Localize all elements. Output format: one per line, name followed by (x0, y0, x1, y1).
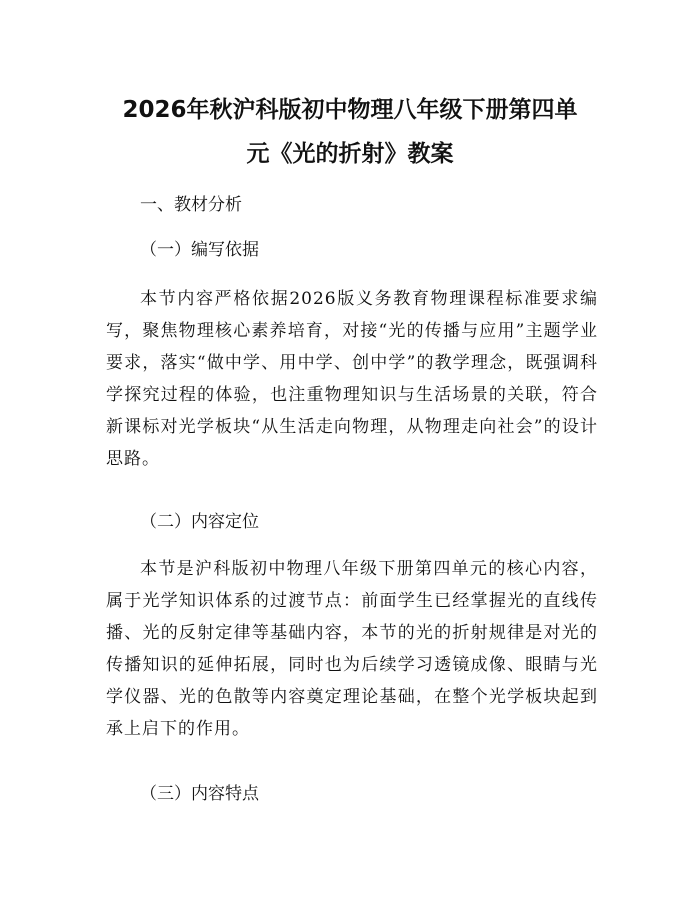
paragraph-basis: 本节内容严格依据2026版义务教育物理课程标准要求编写，聚焦物理核心素养培育，对接“光的传播与应用”主题学业要求，落实“做中学、用中学、创中学”的教学理念，既强调科学探究过程的体验，也注重物理知识与生活场景的关联，符合新课标对光学板块“从生活走向物理，从物理走向社会”的设计思路。 (106, 289, 598, 469)
subsection-heading-basis: （一）编写依据 (140, 240, 259, 260)
subsection-heading-positioning: （二）内容定位 (140, 512, 259, 532)
section-heading-textbook-analysis: 一、教材分析 (140, 195, 242, 215)
document-title-line-2: 元《光的折射》教案 (246, 141, 454, 167)
document-title (80, 88, 620, 176)
subsection-heading-features: （三）内容特点 (140, 784, 259, 804)
document-title-line-1: 2026年秋沪科版初中物理八年级下册第四单 (122, 97, 578, 123)
paragraph-positioning: 本节是沪科版初中物理八年级下册第四单元的核心内容，属于光学知识体系的过渡节点：前面学生已经掌握光的直线传播、光的反射定律等基础内容，本节的光的折射规律是对光的传播知识的延伸拓展，同时也为后续学习透镜成像、眼睛与光学仪器、光的色散等内容奠定理论基础，在整个光学板块起到承上启下的作用。 (106, 559, 598, 739)
